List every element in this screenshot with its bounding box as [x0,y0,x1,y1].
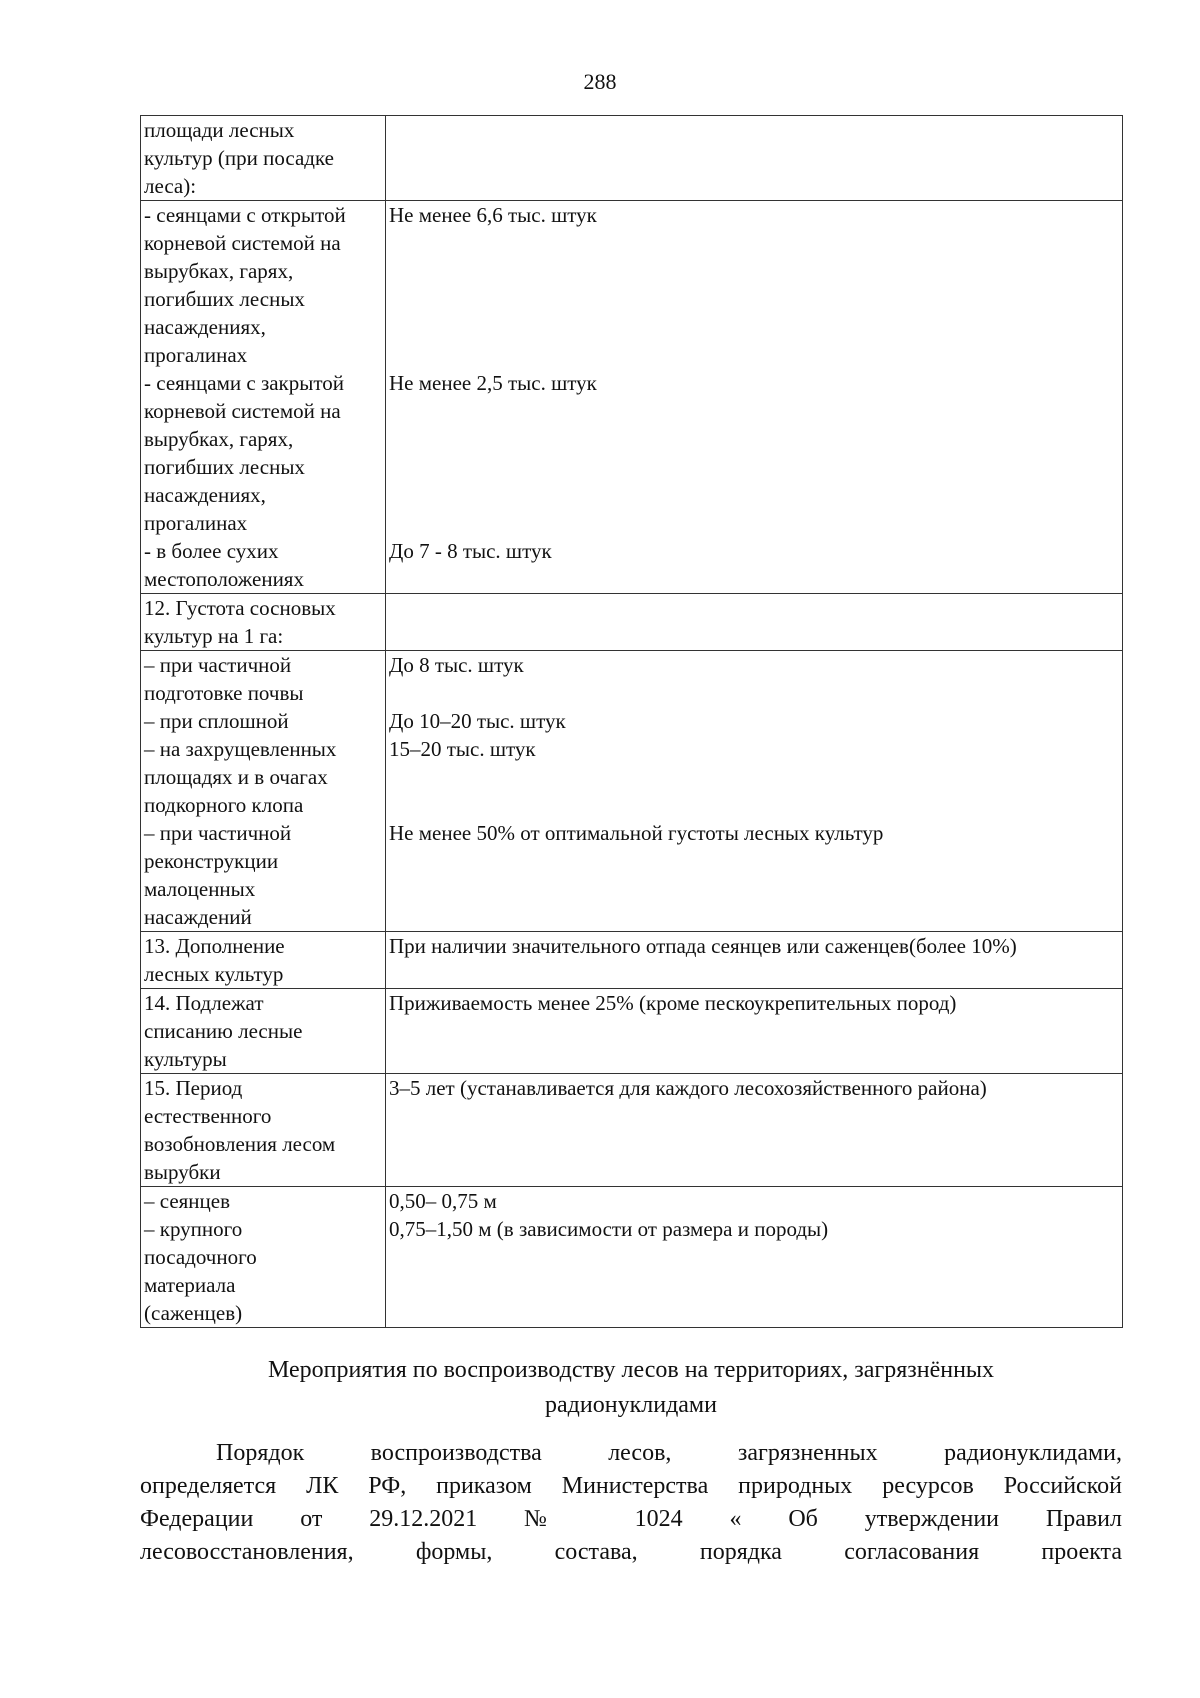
table-cell-right: Приживаемость менее 25% (кроме пескоукрепительных пород) [386,989,1123,1074]
table-row [141,932,1123,989]
paragraph-line: Порядок воспроизводства лесов, загрязненных радионуклидами, [216,1440,1122,1466]
table-row [141,116,1123,201]
paragraph-line: определяется ЛК РФ, приказом Министерства природных ресурсов Российской [140,1473,1122,1499]
forest-standards-table [140,115,1123,1328]
page-number: 288 [583,69,617,94]
table-cell-left: – сеянцев – крупного посадочного материала (саженцев) [141,1187,386,1328]
table-cell-left: - сеянцами с открытой корневой системой на вырубках, гарях, погибших лесных насаждениях, прогалинах - сеянцами с закрытой корневой системой на вырубках, гарях, погибших лесных насаждениях, прогалинах - в более сухих местоположениях [141,201,386,594]
section-heading-line: Мероприятия по воспроизводству лесов на территориях, загрязнённых [267,1357,995,1383]
table-cell-left: 13. Дополнение лесных культур [141,932,386,989]
paragraph-line: Федерации от 29.12.2021 № 1024 « Об утверждении Правил [140,1506,1122,1532]
section-heading-line: радионуклидами [545,1392,717,1418]
section-heading [140,1353,1122,1423]
body-paragraph [140,1437,1122,1569]
table-cell-left: 14. Подлежат списанию лесные культуры [141,989,386,1074]
table-cell-right [386,116,1123,201]
table-cell-left: – при частичной подготовке почвы – при сплошной – на захрущевленных площадях и в очагах подкорного клопа – при частичной реконструкции малоценных насаждений [141,651,386,932]
paragraph-line: лесовосстановления, формы, состава, порядка согласования проекта [140,1539,1122,1565]
table-cell-left: 12. Густота сосновых культур на 1 га: [141,594,386,651]
table-cell-right: Не менее 6,6 тыс. штук Не менее 2,5 тыс. штук До 7 - 8 тыс. штук [386,201,1123,594]
table-row [141,989,1123,1074]
table-row [141,1187,1123,1328]
table-cell-right: До 8 тыс. штук До 10–20 тыс. штук 15–20 тыс. штук Не менее 50% от оптимальной густоты лесных культур [386,651,1123,932]
table-row [141,201,1123,594]
table-cell-left: площади лесных культур (при посадке леса): [141,116,386,201]
table-row [141,1074,1123,1187]
table-row [141,651,1123,932]
table-cell-right: При наличии значительного отпада сеянцев или саженцев(более 10%) [386,932,1123,989]
table-cell-right: 3–5 лет (устанавливается для каждого лесохозяйственного района) [386,1074,1123,1187]
table-cell-right: 0,50– 0,75 м 0,75–1,50 м (в зависимости от размера и породы) [386,1187,1123,1328]
table-row [141,594,1123,651]
table-cell-left: 15. Период естественного возобновления лесом вырубки [141,1074,386,1187]
table-cell-right [386,594,1123,651]
